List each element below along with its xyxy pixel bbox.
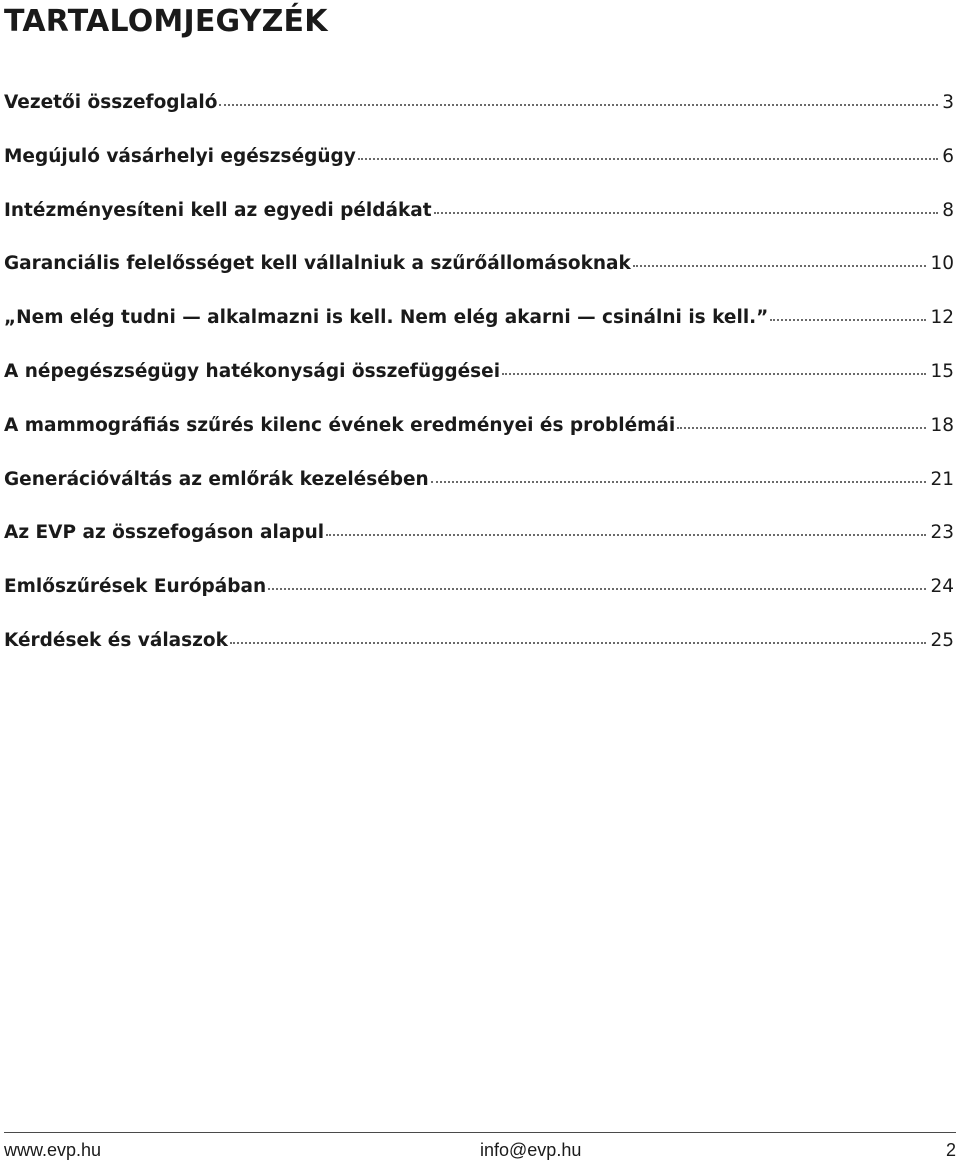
dot-leader [434,212,939,214]
toc-entry-title: „Nem elég tudni — alkalmazni is kell. Nem elég akarni — csinálni is kell.” [4,307,769,329]
toc-entry-page: 23 [930,522,954,544]
toc-entry-title: Generációváltás az emlőrák kezelésében [4,468,429,490]
toc-entry-page: 6 [942,145,954,167]
toc-entry[interactable] [4,624,954,678]
toc-entry-title: Garanciális felelősséget kell vállalniuk a szűrőállomásoknak [4,253,631,275]
dot-leader [633,265,927,267]
dot-leader [268,588,926,590]
dot-leader [770,319,926,321]
toc-entry-page: 15 [930,360,954,382]
toc-entry[interactable] [4,86,954,140]
dot-leader [230,642,927,644]
dot-leader [219,104,938,106]
toc-entry-title: A népegészségügy hatékonysági összefüggései [4,360,501,382]
toc-entry-title: Emlőszűrések Európában [4,576,267,598]
toc-entry[interactable] [4,355,954,409]
toc-entry-title: Kérdések és válaszok [4,629,228,651]
toc-entry-title: Vezetői összefoglaló [4,92,218,113]
page-title: TARTALOMJEGYZÉK [4,4,328,39]
footer-page-number: 2 [945,1140,956,1160]
toc-entry[interactable] [4,194,954,248]
toc-entry-page: 18 [930,414,954,436]
toc-entry[interactable] [4,570,954,624]
toc-entry[interactable] [4,516,954,570]
toc-entry[interactable] [4,140,954,194]
dot-leader [677,427,926,429]
toc-entry-page: 8 [942,199,954,221]
toc-entry[interactable] [4,409,954,463]
dot-leader [326,534,926,536]
dot-leader [502,373,926,375]
toc-entry-title: Az EVP az összefogáson alapul [4,522,325,544]
footer-email-link[interactable]: info@evp.hu [480,1140,582,1160]
toc-entry-page: 24 [930,576,954,598]
page-footer [4,1140,956,1168]
footer-divider [4,1132,956,1133]
footer-website-link[interactable]: www.evp.hu [4,1140,102,1160]
toc-entry-page: 10 [930,253,954,275]
dot-leader [358,158,938,160]
toc-entry-page: 25 [930,629,954,651]
toc-entry[interactable] [4,463,954,517]
toc-entry[interactable] [4,301,954,355]
toc-entry-title: A mammográfiás szűrés kilenc évének eredményei és problémái [4,414,676,436]
toc-entry-title: Intézményesíteni kell az egyedi példákat [4,199,432,221]
dot-leader [431,481,927,483]
table-of-contents [4,86,954,678]
toc-entry-page: 12 [930,307,954,329]
toc-entry[interactable] [4,247,954,301]
toc-entry-page: 3 [942,92,954,113]
toc-entry-page: 21 [930,468,954,490]
toc-entry-title: Megújuló vásárhelyi egészségügy [4,145,356,167]
